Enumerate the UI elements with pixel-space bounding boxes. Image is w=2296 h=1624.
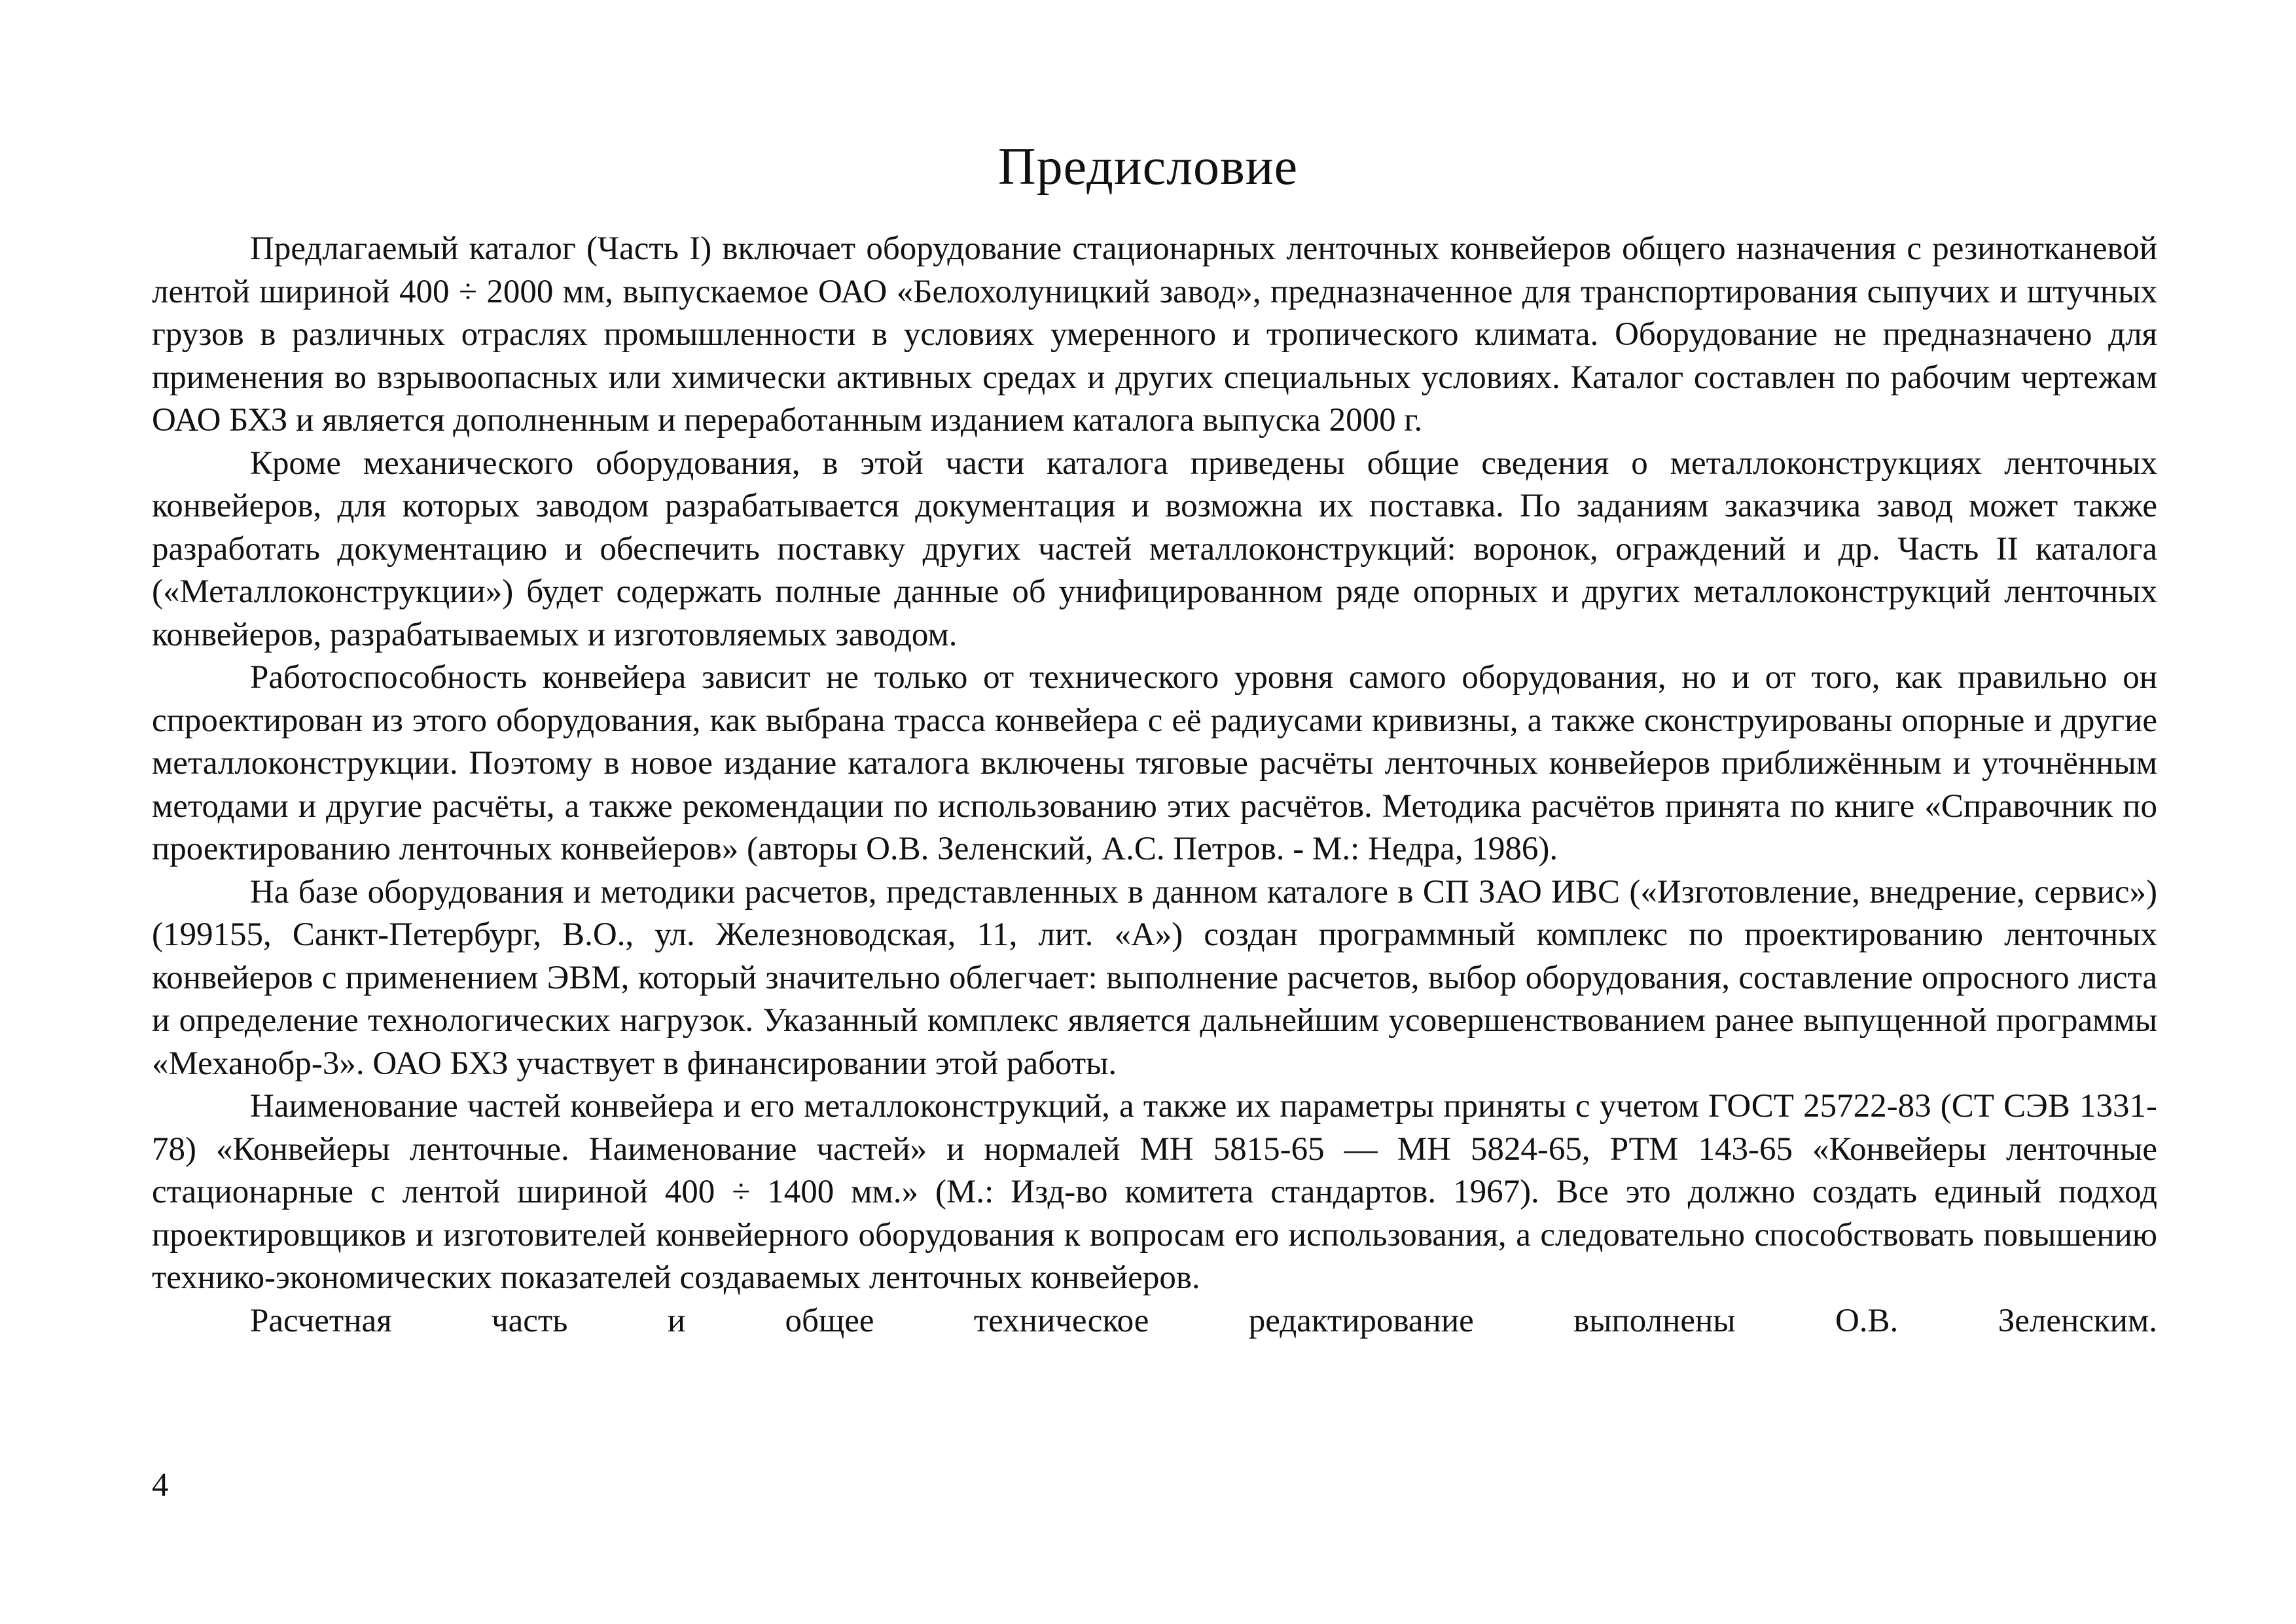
paragraph-metal-structures: Кроме механического оборудования, в этой части каталога приведены общие сведения о металлоконструкциях ленточных конвейеров, для которых заводом разрабатывается документация и возможна их поставка. По заданиям заказчика завод может также разработать документацию и обеспечить поставку других частей металлоконструкций: воронок, ограждений и др. Часть II каталога («Металлоконструкции») будет содержать полные данные об унифицированном ряде опорных и других металлоконструкций ленточных конвейеров, разрабатываемых и изготовляемых заводом.: [152, 444, 2157, 653]
body-text: [152, 228, 2157, 1343]
paragraph-conveyor-calculations: Работоспособность конвейера зависит не только от технического уровня самого оборудования, но и от того, как правильно он спроектирован из этого оборудования, как выбрана трасса конвейера с её радиусами кривизны, а также сконструированы опорные и другие металлоконструкции. Поэтому в новое издание каталога включены тяговые расчёты ленточных конвейеров приближённым и уточнённым методами и другие расчёты, а также рекомендации по использованию этих расчётов. Методика расчётов принята по книге «Справочник по проектированию ленточных конвейеров» (авторы О.В. Зеленский, А.С. Петров. - М.: Недра, 1986).: [152, 659, 2157, 867]
paragraph-editing-credits: Расчетная часть и общее техническое редактирование выполнены О.В. Зеленским.: [250, 1302, 2157, 1339]
paragraph-standards: Наименование частей конвейера и его металлоконструкций, а также их параметры приняты с учетом ГОСТ 25722-83 (СТ СЭВ 1331-78) «Конвейеры ленточные. Наименование частей» и нормалей МН 5815-65 — МН 5824-65, РТМ 143-65 «Конвейеры ленточные стационарные с лентой шириной 400 ÷ 1400 мм.» (М.: Изд-во комитета стандартов. 1967). Все это должно создать единый подход проектировщиков и изготовителей конвейерного оборудования к вопросам его использования, а следовательно способствовать повышению технико-экономических показателей создаваемых ленточных конвейеров.: [152, 1088, 2157, 1296]
paragraph-catalog-scope: Предлагаемый каталог (Часть I) включает оборудование стационарных ленточных конвейеров общего назначения с резинотканевой лентой шириной 400 ÷ 2000 мм, выпускаемое ОАО «Белохолуницкий завод», предназначенное для транспортирования сыпучих и штучных грузов в различных отраслях промышленности в условиях умеренного и тропического климата. Оборудование не предназначено для применения во взрывоопасных или химически активных средах и других специальных условиях. Каталог составлен по рабочим чертежам ОАО БХЗ и является дополненным и переработанным изданием каталога выпуска 2000 г.: [152, 230, 2157, 439]
page-title: Предисловие: [997, 138, 1299, 196]
page-number: 4: [152, 1467, 169, 1504]
paragraph-software-complex: На базе оборудования и методики расчетов, представленных в данном каталоге в СП ЗАО ИВС («Изготовление, внедрение, сервис») (199155, Санкт-Петербург, В.О., ул. Железноводская, 11, лит. «А») создан программный комплекс по проектированию ленточных конвейеров с применением ЭВМ, который значительно облегчает: выполнение расчетов, выбор оборудования, составление опросного листа и определение технологических нагрузок. Указанный комплекс является дальнейшим усовершенствованием ранее выпущенной программы «Механобр-3». ОАО БХЗ участвует в финансировании этой работы.: [152, 873, 2157, 1082]
